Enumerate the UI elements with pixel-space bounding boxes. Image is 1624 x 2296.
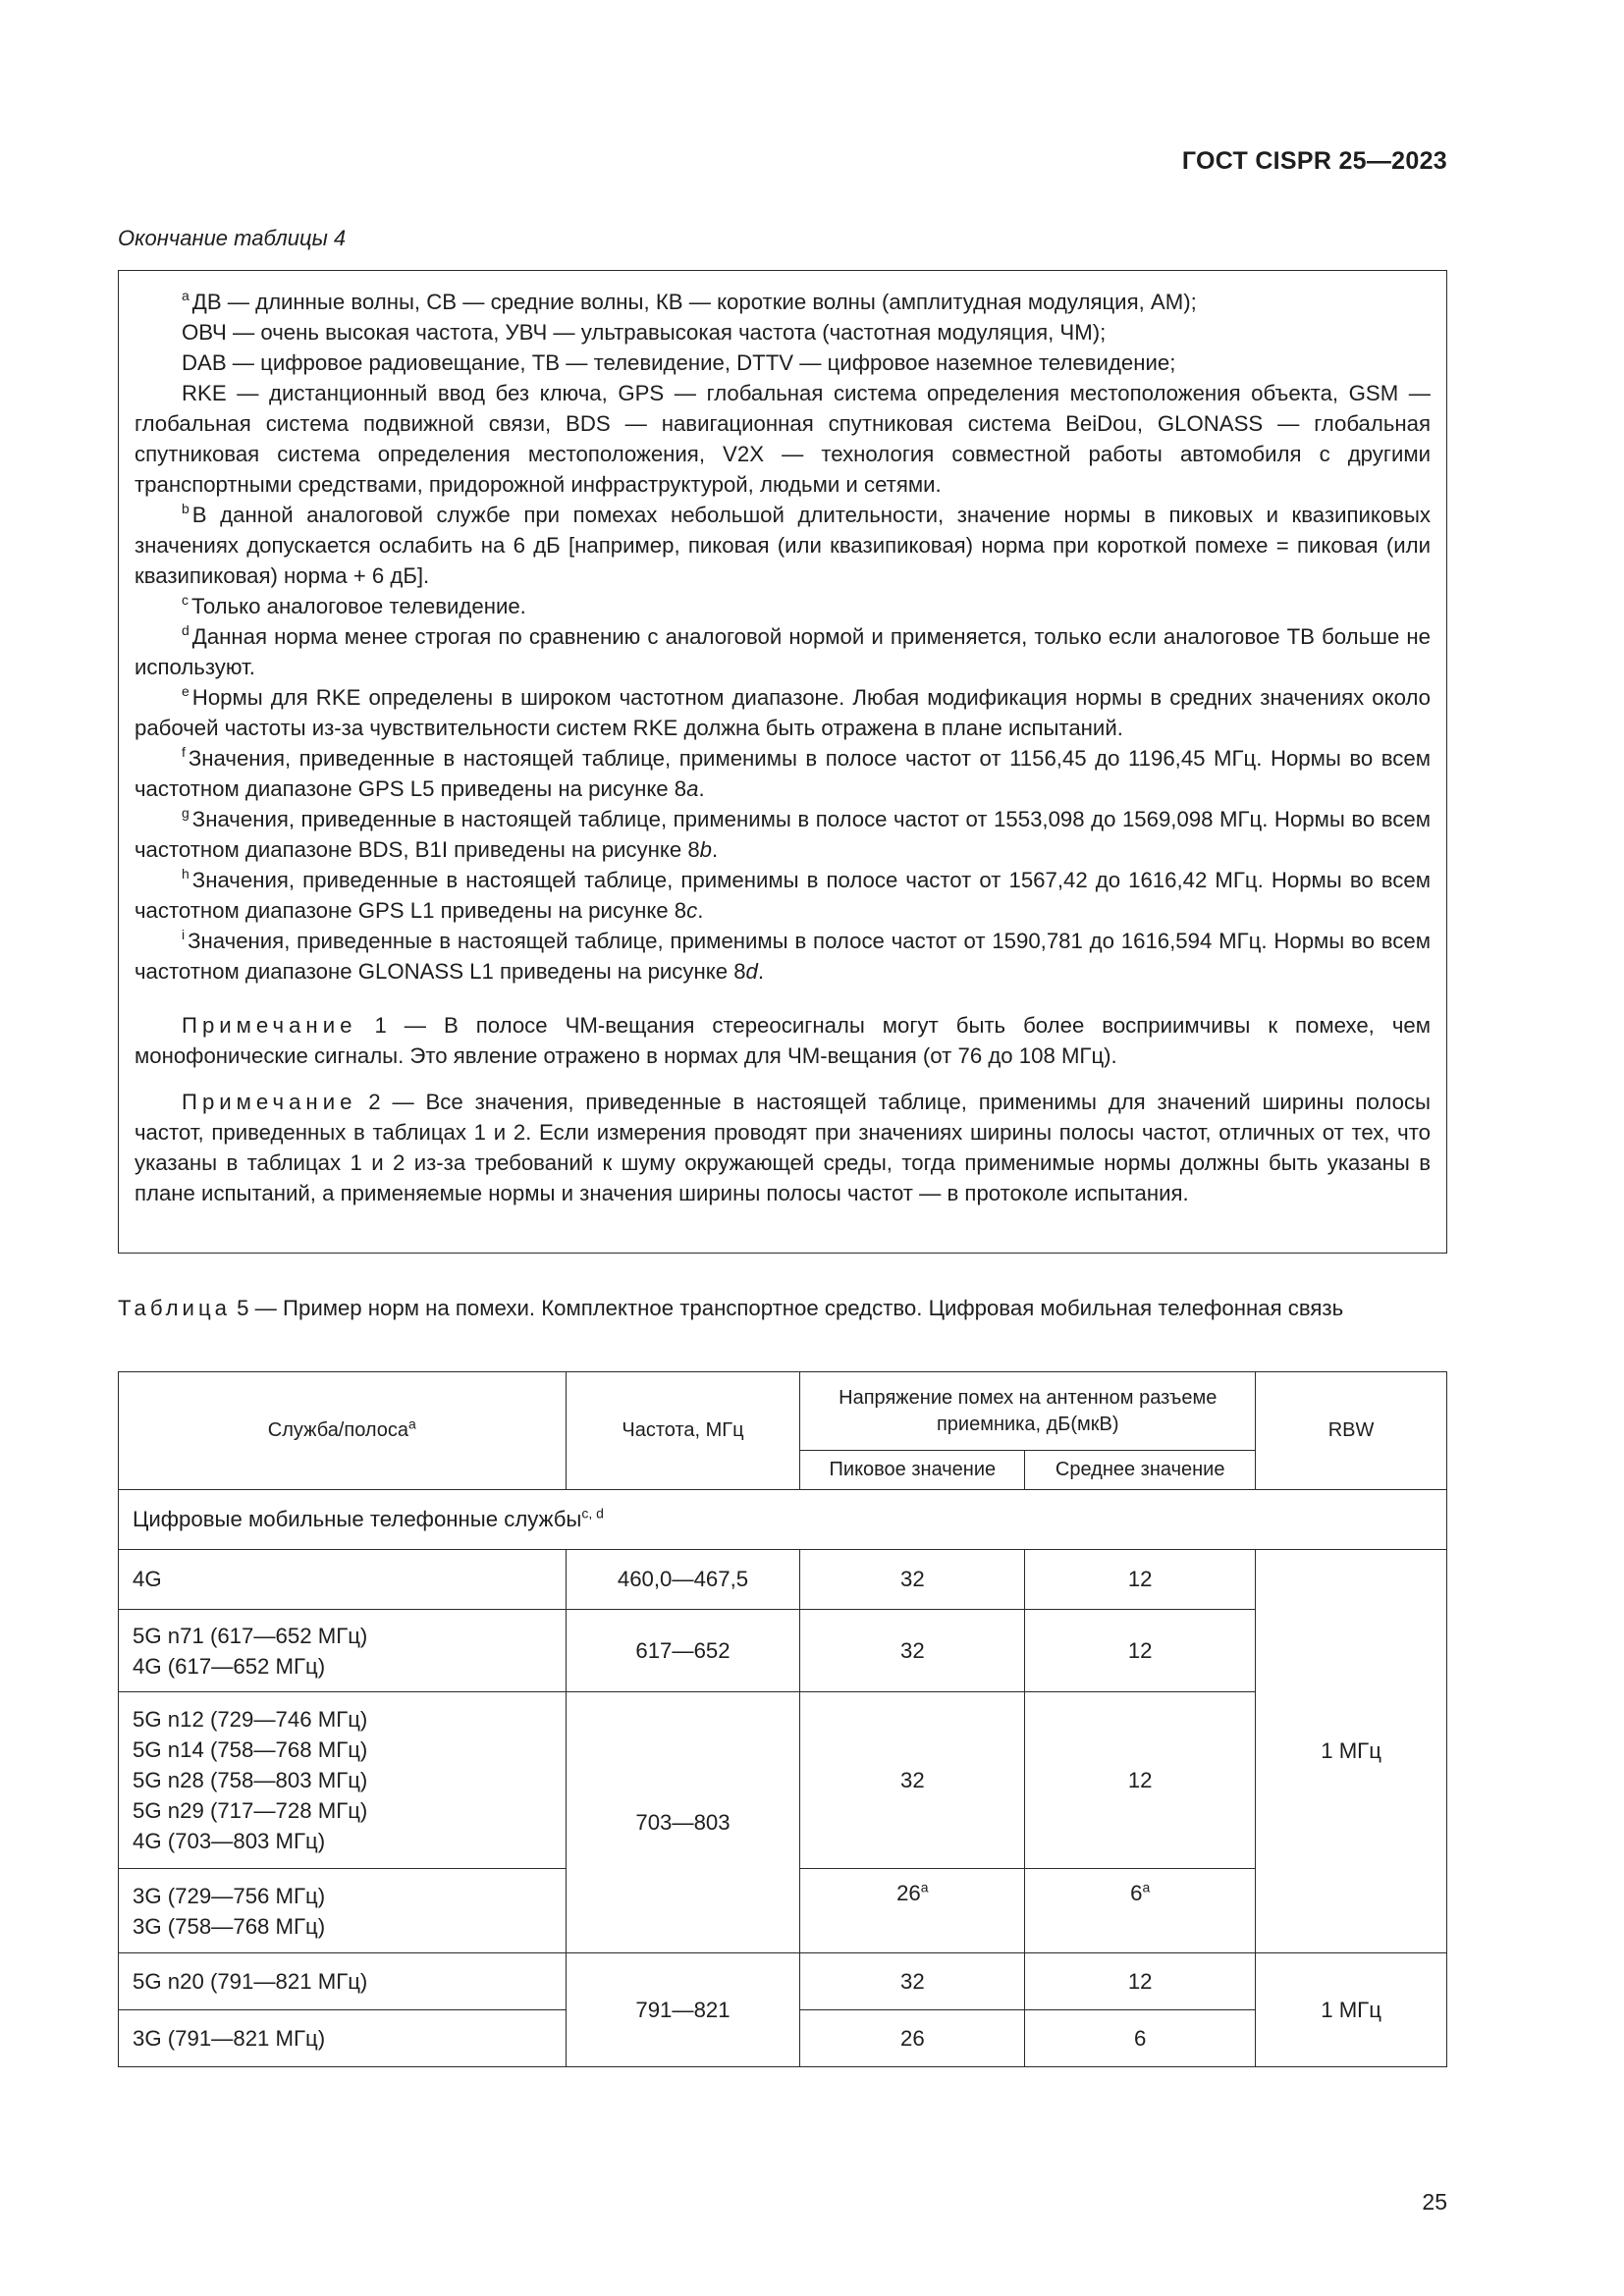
footnote-a-line-4: RKE — дистанционный ввод без ключа, GPS — глобальная система определения местоположения объекта, GSM — глобальная система подвижной связи, BDS — навигационная спутниковая система BeiDou, GLONASS — глобальная спутниковая система определения местоположения, V2X — технология совместной работы автомобиля с другими транспортными средствами, придорожной инфраструктурой, людьми и сетями. — [135, 381, 1431, 497]
average-cell: 12 — [1025, 1550, 1256, 1610]
header-frequency: Частота, МГц — [566, 1372, 800, 1490]
footnote-b — [135, 500, 1431, 591]
header-rbw: RBW — [1256, 1372, 1447, 1490]
footnote-a-line-1: ДВ — длинные волны, СВ — средние волны, КВ — короткие волны (амплитудная модуляция, АМ); — [191, 290, 1197, 314]
average-cell: 6$^a$ — [1025, 1869, 1256, 1953]
figure-letter: b — [699, 837, 713, 862]
frequency-cell: 703—803 — [566, 1692, 800, 1953]
footnote-text: Данная норма менее строгая по сравнению с аналоговой нормой и применяется, только если аналоговое ТВ больше не используют. — [135, 624, 1431, 679]
average-cell: 12 — [1025, 1953, 1256, 2010]
table-caption-lead: Таблица — [118, 1296, 231, 1320]
average-cell: 12 — [1025, 1610, 1256, 1692]
frequency-cell: 791—821 — [566, 1953, 800, 2067]
table4-continuation-caption: Окончание таблицы 4 — [118, 226, 347, 250]
footnote-text: Только аналоговое телевидение. — [191, 594, 526, 618]
table5 — [118, 1371, 1447, 2067]
footnote-c — [135, 591, 1431, 621]
footnote-end: . — [757, 959, 765, 984]
note-number: 1 — [374, 1013, 387, 1038]
peak-cell: 32 — [800, 1550, 1025, 1610]
header-service-sup: a — [408, 1415, 416, 1432]
footnote-text: Значения, приведенные в настоящей таблице, применимы в полосе частот от 1553,098 до 1569,098 МГц. Нормы во всем частотном диапазоне BDS, B1I приведены на рисунке 8 — [135, 807, 1431, 862]
footnote-text: В данной аналоговой службе при помехах небольшой длительности, значение нормы в пиковых и квазипиковых значениях допускается ослабить на 6 дБ [например, пиковая (или квазипиковая) норма при короткой помехе = пиковая (или квазипиковая) норма + 6 дБ]. — [135, 503, 1431, 588]
note-1 — [135, 1010, 1431, 1071]
note-lead: Примечание — [182, 1090, 357, 1114]
footnote-mark: e — [182, 682, 189, 699]
footnote-text: Нормы для RKE определены в широком частотном диапазоне. Любая модификация нормы в средних значениях около рабочей частоты из-за чувствительности систем RKE должна быть отражена в плане испытаний. — [135, 685, 1431, 740]
peak-cell: 32 — [800, 1610, 1025, 1692]
footnote-i — [135, 926, 1431, 987]
section-sup: c, d — [581, 1505, 604, 1522]
header-average: Среднее значение — [1025, 1451, 1256, 1490]
footnote-mark: g — [182, 804, 189, 821]
rbw-cell: 1 МГц — [1256, 1550, 1447, 1953]
footnote-a-line-3: DAB — цифровое радиовещание, ТВ — телевидение, DTTV — цифровое наземное телевидение; — [182, 350, 1176, 375]
note-text: — В полосе ЧМ-вещания стереосигналы могут быть более восприимчивы к помехе, чем монофонические сигналы. Это явление отражено в нормах для ЧМ-вещания (от 76 до 108 МГц). — [135, 1013, 1431, 1068]
footnote-mark: f — [182, 743, 186, 760]
figure-letter: d — [745, 959, 758, 984]
footnote-g — [135, 804, 1431, 865]
footnote-mark: i — [182, 926, 186, 942]
header-service: Служба/полоса$^a$ — [119, 1372, 567, 1490]
footnote-h — [135, 865, 1431, 926]
frequency-cell: 460,0—467,5 — [566, 1550, 800, 1610]
peak-cell: 26$^a$ — [800, 1869, 1025, 1953]
footnote-mark: c — [182, 591, 189, 608]
table-row — [119, 1610, 1447, 1692]
average-sup: a — [1142, 1879, 1151, 1896]
footnote-mark: a — [182, 287, 189, 303]
footnote-d — [135, 621, 1431, 682]
footnote-text: Значения, приведенные в настоящей таблице, применимы в полосе частот от 1567,42 до 1616,42 МГц. Нормы во всем частотном диапазоне GPS L1 приведены на рисунке 8 — [135, 868, 1431, 923]
footnote-mark: h — [182, 865, 189, 881]
rbw-cell: 1 МГц — [1256, 1953, 1447, 2067]
table-row — [119, 1953, 1447, 2010]
average-cell: 12 — [1025, 1692, 1256, 1869]
header-peak: Пиковое значение — [800, 1451, 1025, 1490]
peak-cell: 32 — [800, 1692, 1025, 1869]
note-lead: Примечание — [182, 1013, 357, 1038]
footnote-end: . — [697, 898, 704, 923]
footnote-a-line-2: ОВЧ — очень высокая частота, УВЧ — ультравысокая частота (частотная модуляция, ЧМ); — [182, 320, 1107, 345]
service-cell: 5G n12 (729—746 МГц) 5G n14 (758—768 МГц) 5G n28 (758—803 МГц) 5G n29 (717—728 МГц) 4G (703—803 МГц) — [119, 1692, 567, 1869]
footnote-mark: d — [182, 621, 189, 638]
service-cell: 5G n20 (791—821 МГц) — [119, 1953, 567, 2010]
document-code: ГОСТ CISPR 25—2023 — [1181, 147, 1447, 175]
footnote-mark: b — [182, 500, 189, 516]
figure-letter: c — [686, 898, 698, 923]
note-number: 2 — [368, 1090, 381, 1114]
footnote-text: Значения, приведенные в настоящей таблице, применимы в полосе частот от 1156,45 до 1196,45 МГц. Нормы во всем частотном диапазоне GPS L5 приведены на рисунке 8 — [135, 746, 1431, 801]
footnote-text: Значения, приведенные в настоящей таблице, применимы в полосе частот от 1590,781 до 1616,594 МГц. Нормы во всем частотном диапазоне GLONASS L1 приведены на рисунке 8 — [135, 929, 1431, 984]
table-row — [119, 1550, 1447, 1610]
header-voltage: Напряжение помех на антенном разъеме приемника, дБ(мкВ) — [800, 1372, 1256, 1451]
footnote-f — [135, 743, 1431, 804]
footnote-end: . — [698, 776, 705, 801]
section-row — [119, 1490, 1447, 1550]
figure-letter: a — [686, 776, 699, 801]
table-caption-text: 5 — Пример норм на помехи. Комплектное транспортное средство. Цифровая мобильная телефонная связь — [237, 1296, 1344, 1320]
page-number: 25 — [1422, 2189, 1447, 2215]
service-cell: 5G n71 (617—652 МГц) 4G (617—652 МГц) — [119, 1610, 567, 1692]
table-row — [119, 1692, 1447, 1869]
peak-sup: a — [920, 1879, 929, 1896]
average-cell: 6 — [1025, 2010, 1256, 2067]
footnote-a — [135, 287, 1431, 317]
footnote-e — [135, 682, 1431, 743]
service-cell: 3G (729—756 МГц) 3G (758—768 МГц) — [119, 1869, 567, 1953]
footnote-end: . — [712, 837, 719, 862]
table4-footnotes-box — [118, 270, 1447, 1254]
note-2 — [135, 1087, 1431, 1208]
frequency-cell: 617—652 — [566, 1610, 800, 1692]
service-cell: 3G (791—821 МГц) — [119, 2010, 567, 2067]
peak-cell: 32 — [800, 1953, 1025, 2010]
note-text: — Все значения, приведенные в настоящей таблице, применимы для значений ширины полосы частот, приведенных в таблицах 1 и 2. Если измерения проводят при значениях ширины полосы частот, отличных от тех, что указаны в таблицах 1 и 2 из-за требований к шуму окружающей среды, тогда применимые нормы должны быть указаны в плане испытаний, а применяемые нормы и значения ширины полосы частот — в протоколе испытания. — [135, 1090, 1431, 1205]
peak-cell: 26 — [800, 2010, 1025, 2067]
service-cell: 4G — [119, 1550, 567, 1610]
section-label: Цифровые мобильные телефонные службы — [133, 1507, 582, 1531]
table5-caption — [118, 1293, 1447, 1323]
